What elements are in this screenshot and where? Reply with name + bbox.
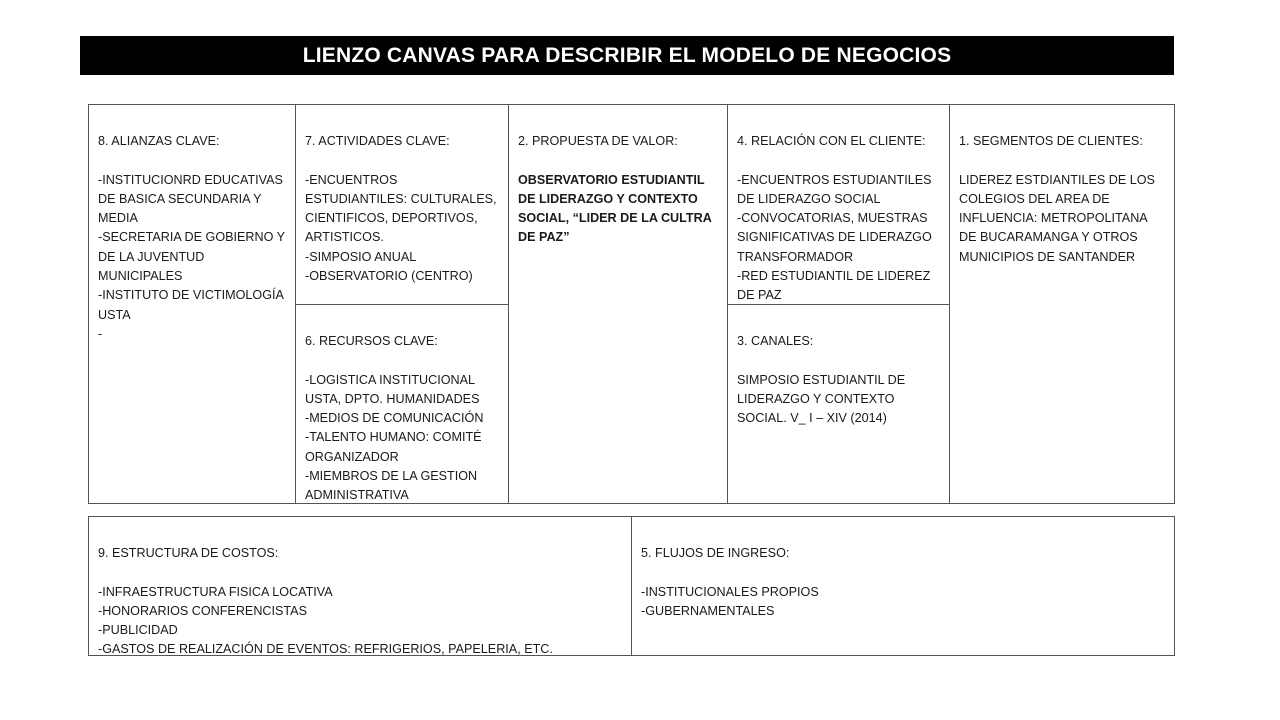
estructura-costos-heading: 9. ESTRUCTURA DE COSTOS: bbox=[98, 546, 279, 561]
segmentos-clientes-cell bbox=[950, 105, 1174, 292]
propuesta-valor-heading: 2. PROPUESTA DE VALOR: bbox=[518, 134, 678, 149]
estructura-costos-cell bbox=[89, 517, 631, 685]
flujos-ingreso-body: -INSTITUCIONALES PROPIOS -GUBERNAMENTALES bbox=[641, 584, 819, 618]
grid-bottom-border bbox=[88, 503, 1175, 504]
flujos-ingreso-cell bbox=[632, 517, 1174, 646]
actividades-clave-heading: 7. ACTIVIDADES CLAVE: bbox=[305, 134, 450, 149]
grid-right-border bbox=[1174, 104, 1175, 504]
propuesta-valor-body: OBSERVATORIO ESTUDIANTIL DE LIDERAZGO Y CONTEXTO SOCIAL, “LIDER DE LA CULTRA DE PAZ” bbox=[518, 172, 712, 245]
recursos-clave-cell bbox=[296, 305, 508, 531]
canales-heading: 3. CANALES: bbox=[737, 334, 814, 349]
actividades-clave-cell bbox=[296, 105, 508, 312]
page-title: LIENZO CANVAS PARA DESCRIBIR EL MODELO DE NEGOCIOS bbox=[80, 36, 1174, 75]
segmentos-clientes-body: LIDEREZ ESTDIANTILES DE LOS COLEGIOS DEL AREA DE INFLUENCIA: METROPOLITANA DE BUCARAMANGA Y OTROS MUNICIPIOS DE SANTANDER bbox=[959, 172, 1155, 264]
flujos-ingreso-heading: 5. FLUJOS DE INGRESO: bbox=[641, 546, 790, 561]
segmentos-clientes-heading: 1. SEGMENTOS DE CLIENTES: bbox=[959, 134, 1143, 149]
relacion-cliente-body: -ENCUENTROS ESTUDIANTILES DE LIDERAZGO SOCIAL -CONVOCATORIAS, MUESTRAS SIGNIFICATIVAS DE LIDERAZGO TRANSFORMADOR -RED ESTUDIANTIL DE LIDEREZ DE PAZ bbox=[737, 172, 932, 303]
canales-cell bbox=[728, 305, 949, 454]
relacion-cliente-cell bbox=[728, 105, 949, 331]
actividades-clave-body: -ENCUENTROS ESTUDIANTILES: CULTURALES, CIENTIFICOS, DEPORTIVOS, ARTISTICOS. -SIMPOSIO ANUAL -OBSERVATORIO (CENTRO) bbox=[305, 172, 497, 284]
alianzas-clave-cell bbox=[89, 105, 295, 370]
recursos-clave-heading: 6. RECURSOS CLAVE: bbox=[305, 334, 438, 349]
alianzas-clave-body: -INSTITUCIONRD EDUCATIVAS DE BASICA SECUNDARIA Y MEDIA -SECRETARIA DE GOBIERNO Y DE LA JUVENTUD MUNICIPALES -INSTITUTO DE VICTIMOLOGÍA USTA - bbox=[98, 172, 285, 341]
relacion-cliente-heading: 4. RELACIÓN CON EL CLIENTE: bbox=[737, 134, 926, 149]
recursos-clave-body: -LOGISTICA INSTITUCIONAL USTA, DPTO. HUMANIDADES -MEDIOS DE COMUNICACIÓN -TALENTO HUMANO: COMITÉ ORGANIZADOR -MIEMBROS DE LA GESTION ADMINISTRATIVA bbox=[305, 372, 484, 503]
propuesta-valor-cell bbox=[509, 105, 727, 273]
estructura-costos-body: -INFRAESTRUCTURA FISICA LOCATIVA -HONORARIOS CONFERENCISTAS -PUBLICIDAD -GASTOS DE REALIZACIÓN DE EVENTOS: REFRIGERIOS, PAPELERIA, ETC. bbox=[98, 584, 553, 657]
alianzas-clave-heading: 8. ALIANZAS CLAVE: bbox=[98, 134, 220, 149]
canales-body: SIMPOSIO ESTUDIANTIL DE LIDERAZGO Y CONTEXTO SOCIAL. V_ I – XIV (2014) bbox=[737, 372, 906, 426]
